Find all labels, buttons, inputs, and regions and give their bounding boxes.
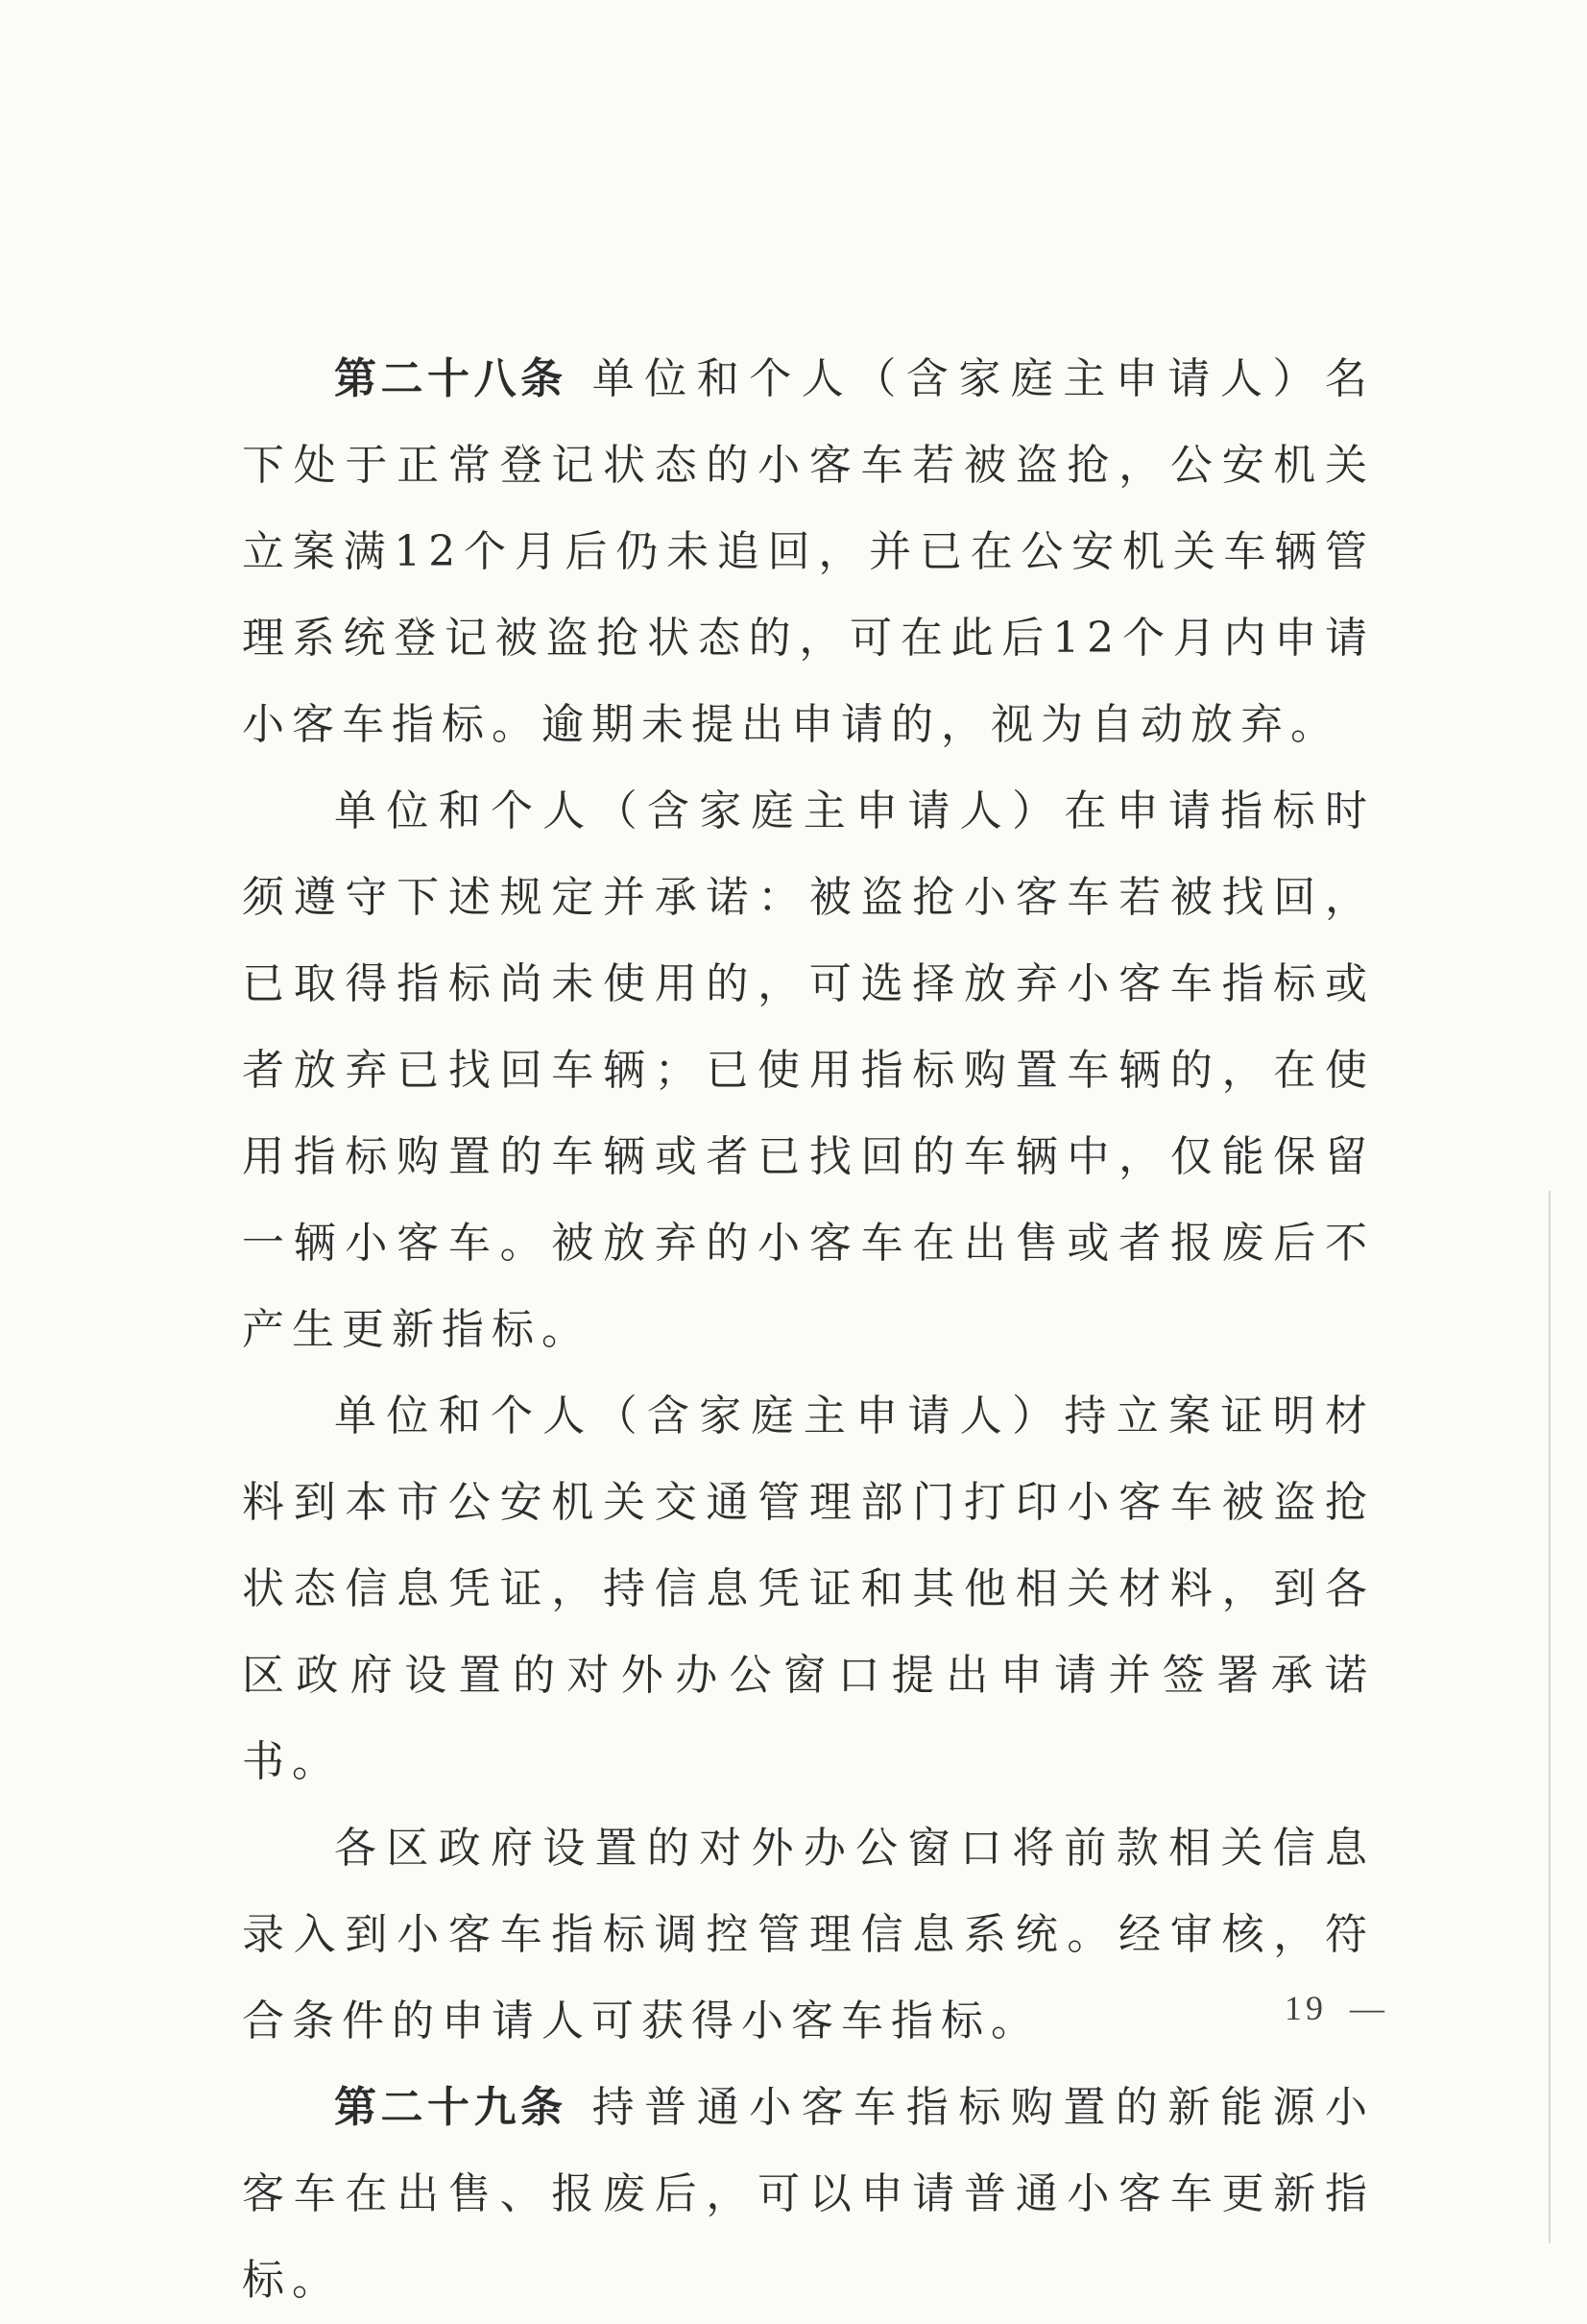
page-number-value: 19 <box>1285 1989 1327 2027</box>
paragraph-application-procedure <box>242 1373 1375 1805</box>
article-number: 第二十八条 <box>334 354 567 403</box>
document-body <box>242 336 1375 2324</box>
paragraph-article-28 <box>242 336 1375 768</box>
article-number: 第二十九条 <box>334 2083 567 2132</box>
paragraph-review <box>242 1805 1375 2065</box>
paragraph-text: 单位和个人（含家庭主申请人）在申请指标时须遵守下述规定并承诺：被盗抢小客车若被找回，已取得指标尚未使用的，可选择放弃小客车指标或者放弃已找回车辆；已使用指标购置车辆的，在使用指标购置的车辆或者已找回的车辆中，仅能保留一辆小客车。被放弃的小客车在出售或者报废后不产生更新指标。 <box>242 787 1375 1354</box>
page-number <box>1285 1988 1388 2028</box>
paragraph-text: 单位和个人（含家庭主申请人）名下处于正常登记状态的小客车若被盗抢，公安机关立案满12个月后仍未追回，并已在公安机关车辆管理系统登记被盗抢状态的，可在此后12个月内申请小客车指标。逾期未提出申请的，视为自动放弃。 <box>242 354 1376 749</box>
paragraph-article-29 <box>242 2065 1375 2324</box>
paragraph-commitment <box>242 768 1375 1373</box>
paragraph-text: 持普通小客车指标购置的新能源小客车在出售、报废后，可以申请普通小客车更新指标。 <box>242 2083 1376 2305</box>
paragraph-text: 单位和个人（含家庭主申请人）持立案证明材料到本市公安机关交通管理部门打印小客车被盗抢状态信息凭证，持信息凭证和其他相关材料，到各区政府设置的对外办公窗口提出申请并签署承诺书。 <box>242 1392 1375 1786</box>
paragraph-text: 各区政府设置的对外办公窗口将前款相关信息录入到小客车指标调控管理信息系统。经审核，符合条件的申请人可获得小客车指标。 <box>242 1824 1375 2046</box>
page-number-dash: — <box>1350 1989 1388 2027</box>
scan-edge-line <box>1549 1191 1551 2243</box>
